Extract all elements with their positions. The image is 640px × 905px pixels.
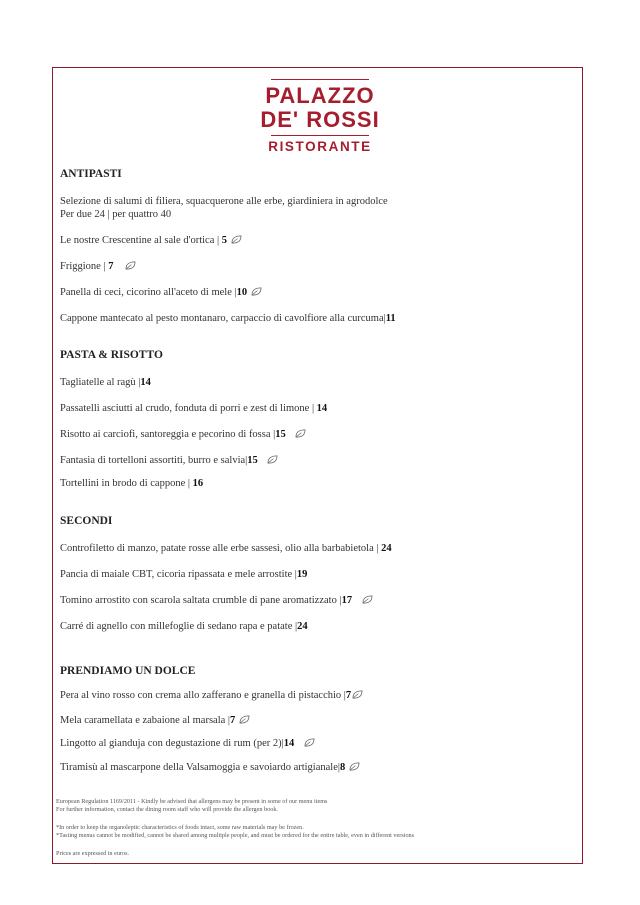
item-price: 10 — [236, 287, 248, 298]
menu-item — [60, 428, 306, 441]
logo-top-rule — [271, 79, 369, 80]
item-text-line-2: Per due 24 | per quattro 40 — [60, 209, 172, 220]
section-title-secondi: SECONDI — [60, 515, 113, 527]
logo-middle-rule — [271, 135, 369, 136]
item-text: Passatelli asciutti al crudo, fonduta di porri e zest di limone | — [60, 403, 317, 414]
item-text: Tomino arrostito con scarola saltata crumble di pane aromatizzato | — [60, 595, 342, 606]
menu-item — [60, 761, 360, 774]
item-text: Cappone mantecato al pesto montanaro, carpaccio di cavolfiore alla curcuma| — [60, 313, 386, 324]
item-text: Controfiletto di manzo, patate rosse alle erbe sassesi, olio alla barbabietola | — [60, 543, 382, 554]
section-title-antipasti: ANTIPASTI — [60, 168, 122, 180]
menu-item — [60, 260, 136, 273]
menu-item — [60, 620, 308, 633]
menu-item — [60, 568, 307, 581]
menu-item — [60, 454, 278, 467]
item-text: Fantasia di tortelloni assortiti, burro e salvia| — [60, 455, 248, 466]
footer-notes — [56, 824, 414, 839]
menu-item — [60, 737, 315, 750]
item-price: 5 — [221, 235, 227, 246]
item-price: 15 — [275, 429, 286, 440]
leaf-icon — [125, 261, 136, 270]
leaf-icon — [352, 690, 363, 699]
item-price: 24 — [381, 543, 392, 554]
item-price: 19 — [296, 569, 308, 580]
menu-item — [60, 594, 373, 607]
section-title-pasta: PASTA & RISOTTO — [60, 349, 163, 361]
item-price: 14 — [316, 403, 328, 414]
leaf-icon — [362, 595, 373, 604]
footer-line-3: *In order to keep the organoleptic characteristics of foods intact, some raw materials may be frozen. — [56, 824, 304, 831]
item-price: 16 — [192, 478, 204, 489]
leaf-icon — [231, 235, 242, 244]
item-text: Tagliatelle al ragù | — [60, 377, 141, 388]
footer-allergen-note — [56, 798, 327, 813]
leaf-icon — [251, 287, 262, 296]
menu-item — [60, 477, 203, 490]
leaf-icon — [304, 738, 315, 747]
item-text: Lingotto al gianduja con degustazione di rum (per 2)| — [60, 738, 284, 749]
item-text: Pancia di maiale CBT, cicoria ripassata e mele arrostite | — [60, 569, 297, 580]
footer-line-1: European Regulation 1169/2011 - Kindly be advised that allergens may be present in some of our menu items — [56, 798, 328, 805]
leaf-icon — [349, 762, 360, 771]
menu-item — [60, 376, 151, 389]
section-title-dolci: PRENDIAMO UN DOLCE — [60, 665, 196, 677]
item-text: Panella di ceci, cicorino all'aceto di mele | — [60, 287, 237, 298]
logo-line-1: PALAZZO — [265, 83, 375, 108]
menu-item — [60, 542, 392, 555]
logo-line-3: RISTORANTE — [268, 139, 372, 154]
menu-item — [60, 689, 363, 702]
menu-item — [60, 234, 242, 247]
menu-item — [60, 312, 396, 325]
leaf-icon — [295, 429, 306, 438]
item-price: 15 — [247, 455, 258, 466]
item-price: 7 — [345, 690, 352, 701]
item-price: 8 — [339, 762, 346, 773]
item-text: Risotto ai carciofi, santoreggia e pecorino di fossa | — [60, 429, 276, 440]
menu-item — [60, 402, 327, 415]
item-price: 24 — [297, 621, 308, 632]
item-text: Pera al vino rosso con crema allo zafferano e granella di pistacchio | — [60, 690, 346, 701]
item-text: Carré di agnello con millefoglie di sedano rapa e patate | — [60, 621, 298, 632]
item-text: Selezione di salumi di filiera, squacquerone alle erbe, giardiniera in agrodolce — [60, 196, 388, 207]
item-text: Friggione | — [60, 261, 109, 272]
footer-prices-note: Prices are expressed in euros. — [56, 850, 130, 857]
item-price: 14 — [140, 377, 151, 388]
item-price: 7 — [230, 715, 236, 726]
footer-line-4: *Tasting menus cannot be modified, cannot be shared among multiple people, and must be ordered for the entire table, even in different versions — [56, 831, 415, 839]
item-price: 11 — [385, 313, 396, 324]
item-price: 7 — [108, 261, 114, 272]
item-text: Tortellini in brodo di cappone | — [60, 478, 193, 489]
item-price: 17 — [341, 595, 353, 606]
item-price: 14 — [283, 738, 295, 749]
item-text: Mela caramellata e zabaione al marsala | — [60, 715, 230, 726]
menu-item — [60, 195, 388, 221]
leaf-icon — [267, 455, 278, 464]
item-text: Le nostre Crescentine al sale d'ortica | — [60, 235, 222, 246]
logo-line-2: DE' ROSSI — [260, 107, 380, 132]
menu-item — [60, 286, 262, 299]
leaf-icon — [239, 715, 250, 724]
menu-item — [60, 714, 250, 727]
item-text: Tiramisù al mascarpone della Valsamoggia e savoiardo artigianale| — [60, 762, 340, 773]
footer-line-2: For further information, contact the dining room staff who will provide the allergen book. — [56, 805, 278, 813]
